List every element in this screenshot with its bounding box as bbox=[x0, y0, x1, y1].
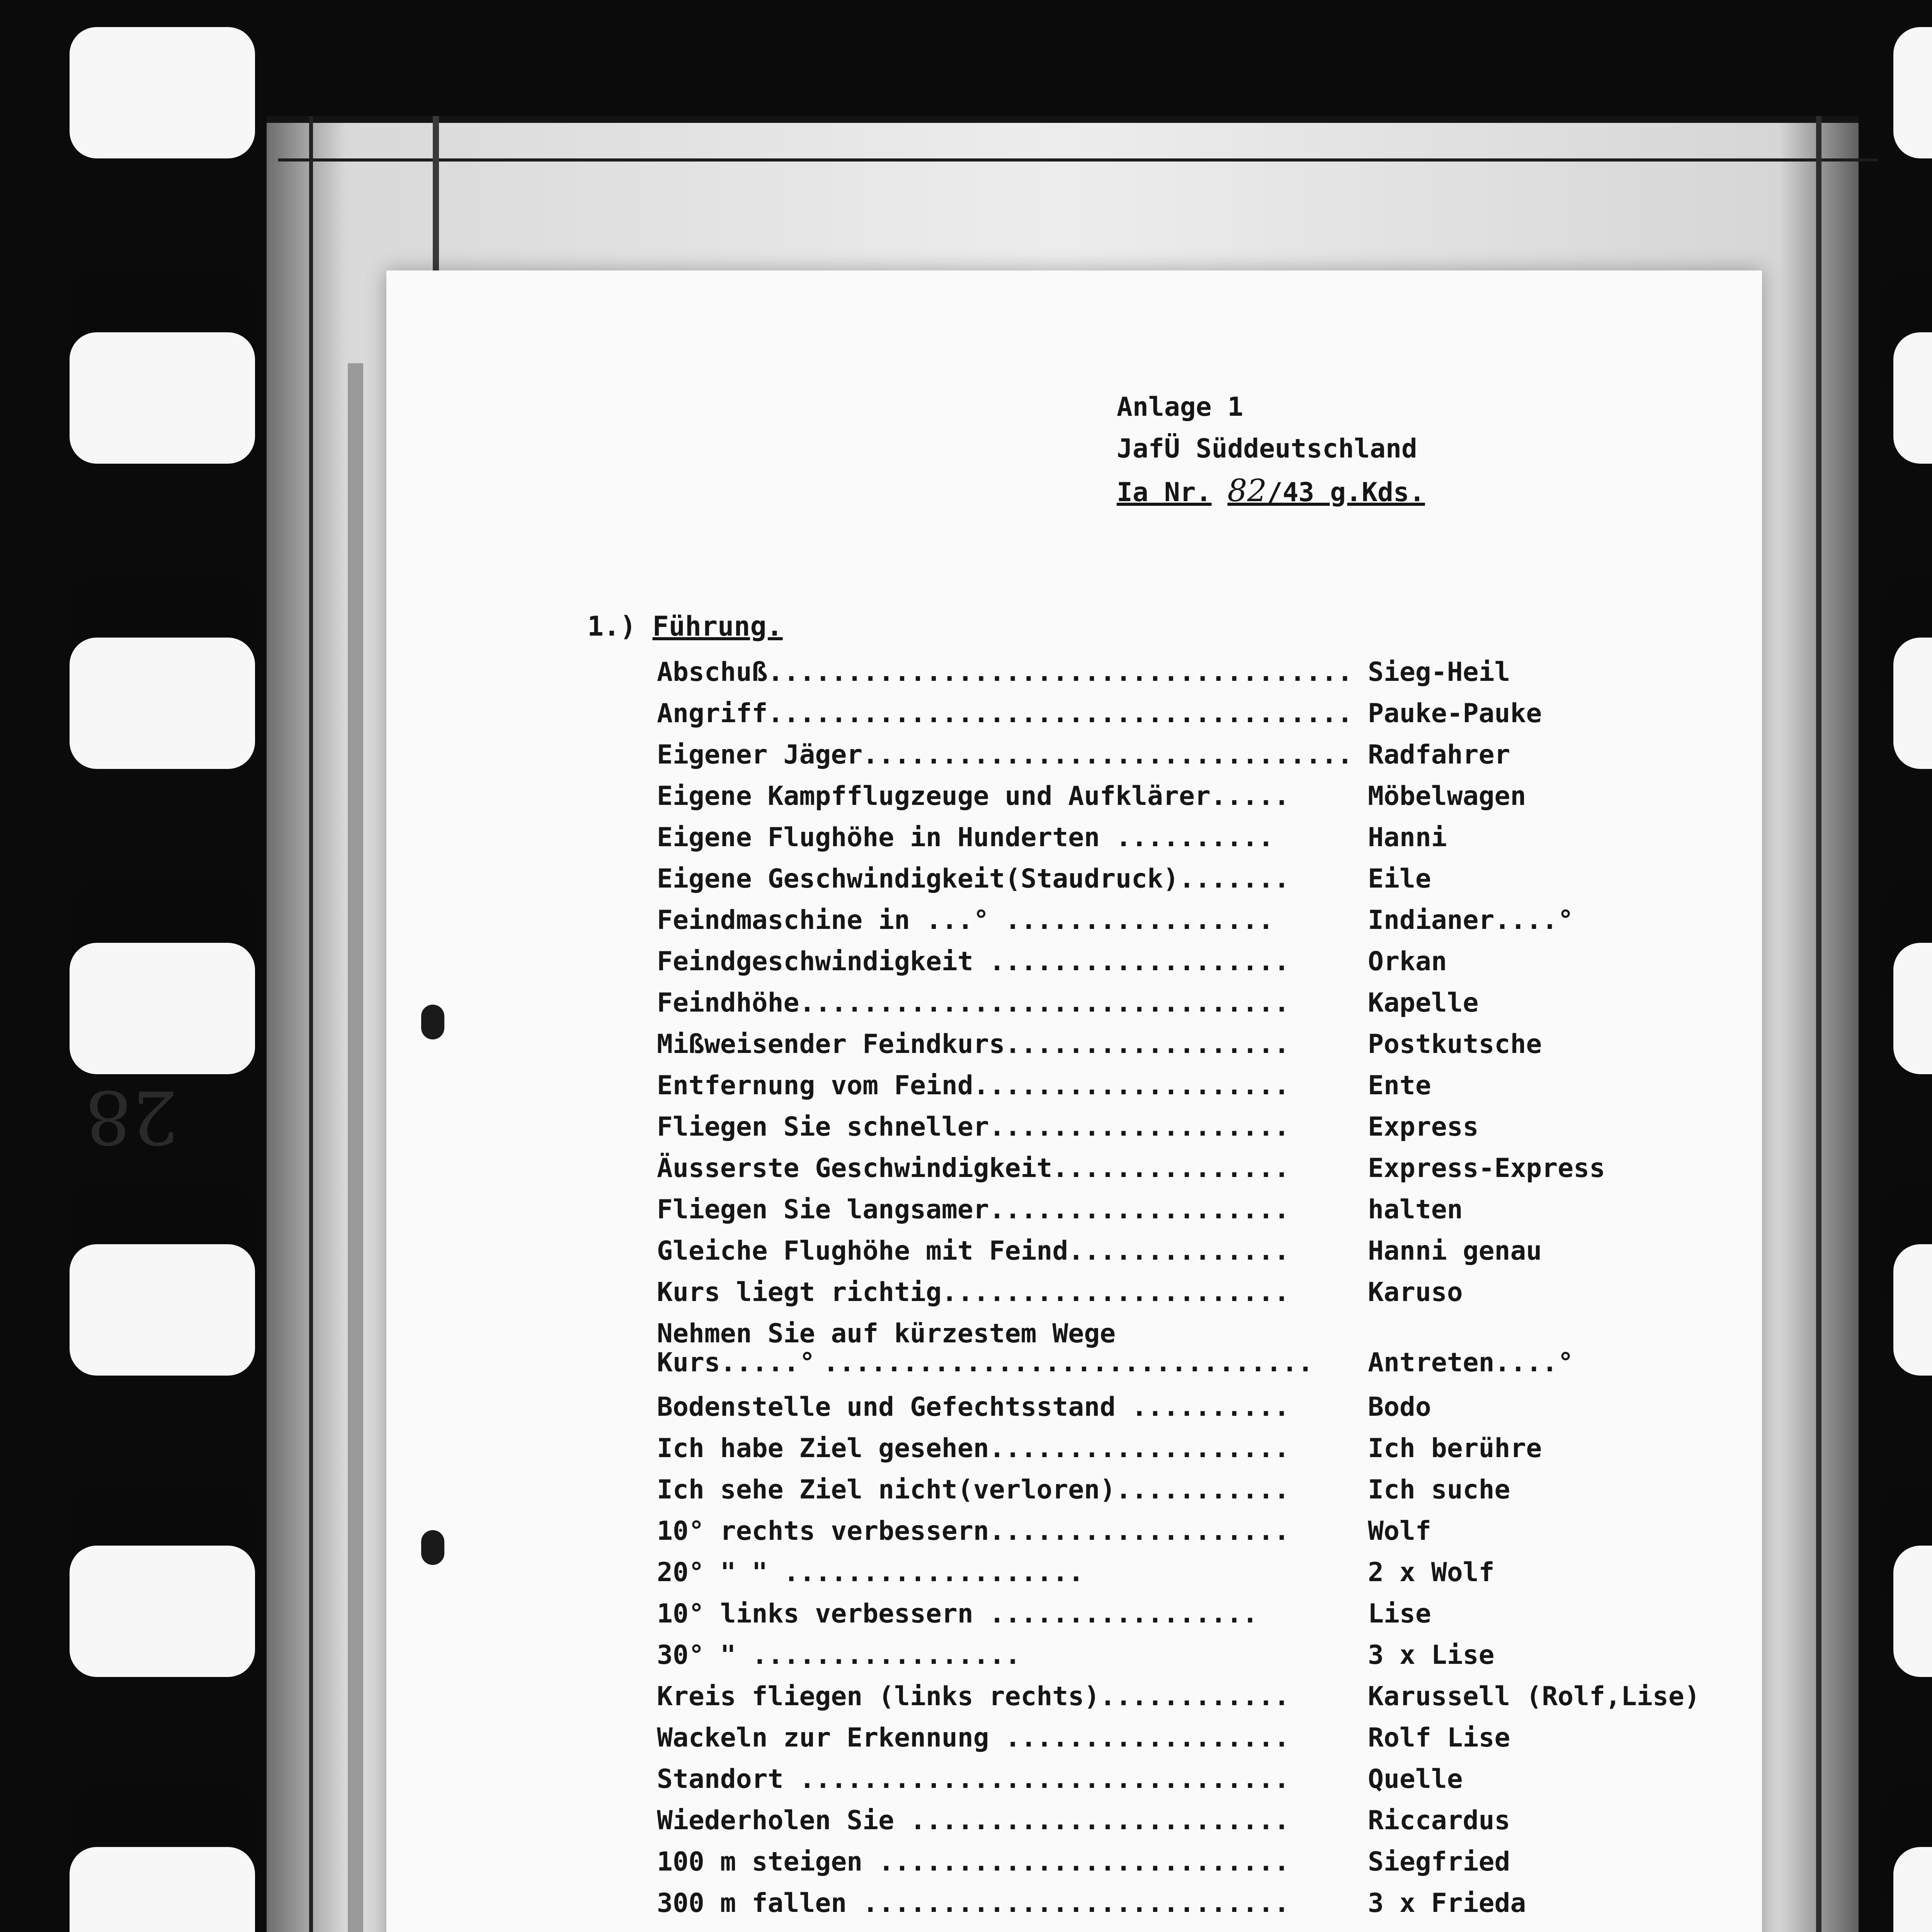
sprocket-hole bbox=[70, 1847, 255, 1932]
code-word: 3 x Lise bbox=[1368, 1640, 1495, 1670]
sprocket-hole bbox=[1893, 332, 1932, 464]
sprocket-hole bbox=[70, 332, 255, 464]
term: Eigene Geschwindigkeit(Staudruck)....... bbox=[657, 864, 1290, 894]
code-word: Bodo bbox=[1368, 1392, 1431, 1422]
section-title: Führung. bbox=[652, 611, 783, 642]
list-item bbox=[657, 1433, 1739, 1475]
list-item bbox=[657, 1153, 1739, 1194]
term: Wackeln zur Erkennung .................. bbox=[657, 1723, 1290, 1753]
list-item bbox=[657, 1392, 1739, 1433]
code-word: Ich suche bbox=[1368, 1475, 1510, 1505]
term: Ich sehe Ziel nicht(verloren)........... bbox=[657, 1475, 1290, 1505]
header-reference bbox=[1117, 470, 1425, 514]
list-item bbox=[657, 864, 1739, 905]
term: Bodenstelle und Gefechtsstand .......... bbox=[657, 1392, 1290, 1422]
list-item bbox=[657, 1723, 1739, 1764]
reference-prefix: Ia Nr. bbox=[1117, 477, 1212, 508]
term: Eigene Flughöhe in Hunderten .......... bbox=[657, 822, 1274, 853]
list-item bbox=[657, 1847, 1739, 1888]
code-word: 2 x Wolf bbox=[1368, 1557, 1495, 1588]
term: Eigener Jäger............................... bbox=[657, 740, 1353, 770]
sprocket-hole bbox=[1893, 1546, 1932, 1677]
list-item bbox=[657, 1277, 1739, 1318]
term: Feindmaschine in ...° ................. bbox=[657, 905, 1274, 935]
list-item bbox=[657, 781, 1739, 822]
list-item bbox=[657, 905, 1739, 946]
list-item bbox=[657, 1475, 1739, 1516]
code-word: Wolf bbox=[1368, 1516, 1431, 1546]
term: Abschuß..................................... bbox=[657, 657, 1353, 687]
term: Gleiche Flughöhe mit Feind.............. bbox=[657, 1236, 1290, 1266]
header-unit: JafÜ Süddeutschland bbox=[1117, 434, 1417, 464]
sprocket-hole bbox=[70, 27, 255, 158]
sprocket-hole bbox=[1893, 27, 1932, 158]
term: 300 m fallen ........................... bbox=[657, 1888, 1290, 1918]
frame-line-top bbox=[278, 158, 1878, 162]
list-item bbox=[657, 1640, 1739, 1681]
document-header bbox=[1117, 386, 1425, 514]
term: Kreis fliegen (links rechts)............ bbox=[657, 1681, 1290, 1712]
term: Kurs liegt richtig...................... bbox=[657, 1277, 1290, 1308]
code-word: Sieg-Heil bbox=[1368, 657, 1510, 687]
list-item bbox=[657, 1194, 1739, 1236]
code-word: 3 x Frieda bbox=[1368, 1888, 1526, 1918]
list-item bbox=[657, 1557, 1739, 1599]
code-word: Siegfried bbox=[1368, 1847, 1510, 1877]
code-word: Karuso bbox=[1368, 1277, 1463, 1308]
term: Äusserste Geschwindigkeit............... bbox=[657, 1153, 1290, 1184]
section-1-list bbox=[657, 657, 1739, 1929]
reference-handwritten-number: 82 bbox=[1227, 473, 1267, 509]
code-word: Postkutsche bbox=[1368, 1029, 1542, 1060]
list-item bbox=[657, 822, 1739, 864]
code-word: Pauke-Pauke bbox=[1368, 698, 1542, 729]
term: 100 m steigen .......................... bbox=[657, 1847, 1290, 1877]
code-word: Kapelle bbox=[1368, 988, 1479, 1018]
term: Mißweisender Feindkurs.................. bbox=[657, 1029, 1290, 1060]
term-line-2: Kurs.....° bbox=[657, 1347, 815, 1378]
code-word: Ente bbox=[1368, 1070, 1431, 1101]
code-word: Antreten....° bbox=[1368, 1347, 1574, 1378]
term: Feindgeschwindigkeit ................... bbox=[657, 946, 1290, 977]
list-item bbox=[657, 1070, 1739, 1112]
list-item bbox=[657, 740, 1739, 781]
sprocket-hole bbox=[70, 638, 255, 769]
term: Feindhöhe............................... bbox=[657, 988, 1290, 1018]
code-word: Ich berühre bbox=[1368, 1433, 1542, 1464]
list-item bbox=[657, 1681, 1739, 1723]
term: Entfernung vom Feind.................... bbox=[657, 1070, 1290, 1101]
sprocket-hole bbox=[1893, 943, 1932, 1074]
term: 10° links verbessern ................. bbox=[657, 1599, 1258, 1629]
code-word: Orkan bbox=[1368, 946, 1447, 977]
section-number: 1.) bbox=[587, 611, 636, 642]
list-item bbox=[657, 1888, 1739, 1929]
term-dots: ............................... bbox=[823, 1347, 1314, 1378]
code-word: Karussell (Rolf,Lise) bbox=[1368, 1681, 1700, 1712]
list-item bbox=[657, 1029, 1739, 1070]
header-annex: Anlage 1 bbox=[1117, 392, 1243, 422]
section-1-heading bbox=[587, 611, 783, 642]
term: Angriff..................................... bbox=[657, 698, 1353, 729]
code-word: Möbelwagen bbox=[1368, 781, 1526, 811]
list-item bbox=[657, 1516, 1739, 1557]
code-word: Hanni bbox=[1368, 822, 1447, 853]
list-item bbox=[657, 1112, 1739, 1153]
code-word: Radfahrer bbox=[1368, 740, 1510, 770]
term: 20° " " ................... bbox=[657, 1557, 1084, 1588]
list-item bbox=[657, 1236, 1739, 1277]
term: Fliegen Sie langsamer................... bbox=[657, 1194, 1290, 1225]
sprocket-hole bbox=[70, 943, 255, 1074]
list-item bbox=[657, 1764, 1739, 1805]
term-line-1: Nehmen Sie auf kürzestem Wege bbox=[657, 1318, 1116, 1349]
term: 10° rechts verbessern................... bbox=[657, 1516, 1290, 1546]
page-shadow-left bbox=[348, 363, 363, 1932]
code-word: Lise bbox=[1368, 1599, 1431, 1629]
reference-suffix: /43 g.Kds. bbox=[1267, 477, 1425, 508]
term: Eigene Kampfflugzeuge und Aufklärer..... bbox=[657, 781, 1290, 811]
list-item bbox=[657, 946, 1739, 988]
film-edge-number: 28 bbox=[85, 1074, 179, 1160]
sprocket-hole bbox=[1893, 1244, 1932, 1376]
term: Standort ............................... bbox=[657, 1764, 1290, 1794]
sprocket-hole bbox=[70, 1546, 255, 1677]
code-word: Quelle bbox=[1368, 1764, 1463, 1794]
frame-line-left bbox=[309, 116, 313, 1932]
code-word: Eile bbox=[1368, 864, 1431, 894]
code-word: Riccardus bbox=[1368, 1805, 1510, 1836]
list-item bbox=[657, 1805, 1739, 1847]
code-word: Indianer....° bbox=[1368, 905, 1574, 935]
code-word: Hanni genau bbox=[1368, 1236, 1542, 1266]
sprocket-hole bbox=[1893, 638, 1932, 769]
code-word: halten bbox=[1368, 1194, 1463, 1225]
list-item bbox=[657, 698, 1739, 740]
list-item bbox=[657, 657, 1739, 698]
sprocket-hole bbox=[70, 1244, 255, 1376]
list-item bbox=[657, 1599, 1739, 1640]
term: Ich habe Ziel gesehen................... bbox=[657, 1433, 1290, 1464]
sprocket-hole bbox=[1893, 1847, 1932, 1932]
list-item bbox=[657, 1318, 1739, 1392]
list-item bbox=[657, 988, 1739, 1029]
code-word: Rolf Lise bbox=[1368, 1723, 1510, 1753]
code-word: Express-Express bbox=[1368, 1153, 1605, 1184]
term: 30° " ................. bbox=[657, 1640, 1021, 1670]
term: Fliegen Sie schneller................... bbox=[657, 1112, 1290, 1142]
term: Wiederholen Sie ........................ bbox=[657, 1805, 1290, 1836]
frame-line-right bbox=[1816, 116, 1821, 1932]
document-content bbox=[386, 270, 1762, 1932]
code-word: Express bbox=[1368, 1112, 1479, 1142]
